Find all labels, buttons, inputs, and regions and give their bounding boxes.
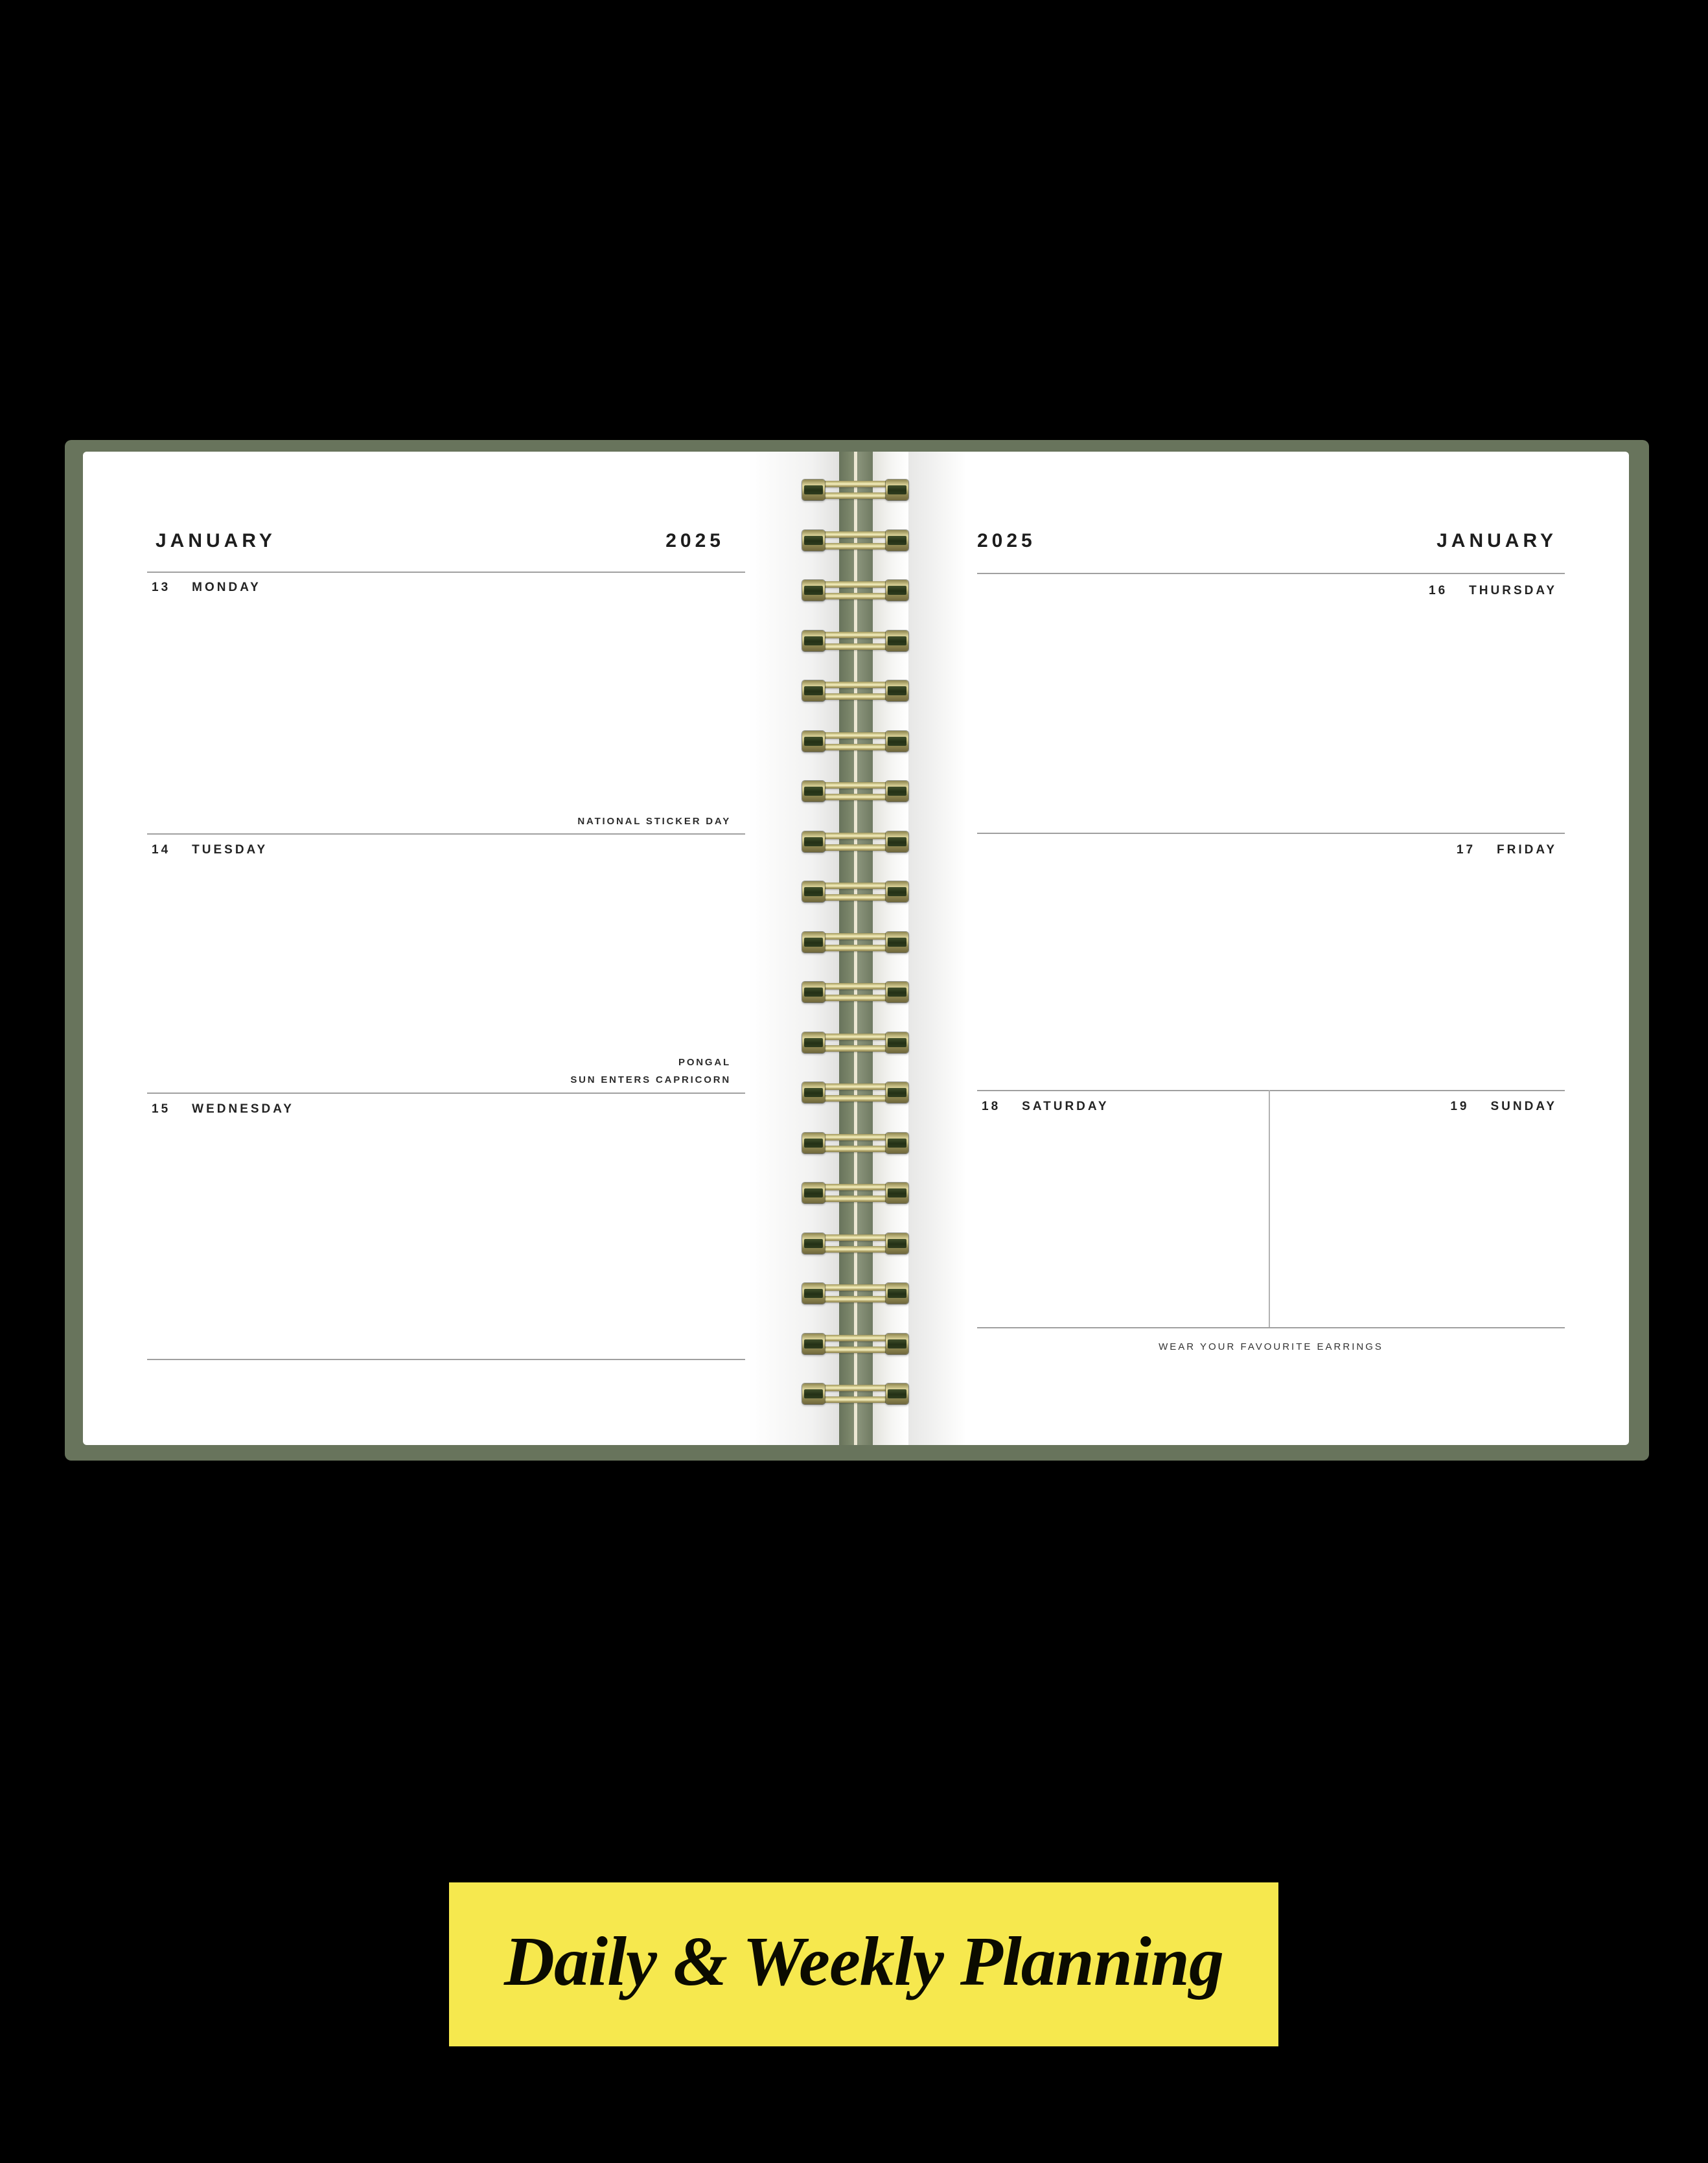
friday-rule [977, 833, 1565, 834]
coil-hole-right [886, 1133, 908, 1153]
right-page-year: 2025 [977, 530, 1036, 551]
spiral-coil [802, 831, 908, 852]
coil-hole-left [802, 1183, 825, 1203]
coil-hole-left [802, 480, 825, 500]
coil-hole-left [802, 932, 825, 953]
weekend-bottom-rule [977, 1327, 1565, 1328]
tuesday-note-line1: PONGAL [678, 1057, 731, 1068]
caption-banner-text: Daily & Weekly Planning [504, 1923, 1223, 2000]
right-page [908, 452, 1629, 1445]
day-date: 17 [1456, 843, 1476, 857]
coil-hole-left [802, 1283, 825, 1304]
coil-hole-right [886, 982, 908, 1002]
day-name: TUESDAY [192, 843, 268, 857]
coil-hole-right [886, 1233, 908, 1254]
coil-hole-right [886, 1383, 908, 1404]
tuesday-notes [570, 1054, 731, 1089]
day-name: SUNDAY [1490, 1100, 1557, 1113]
day-name: SATURDAY [1022, 1100, 1109, 1113]
coil-hole-right [886, 781, 908, 802]
spiral-coil [802, 1133, 908, 1153]
coil-hole-left [802, 982, 825, 1002]
coil-hole-right [886, 932, 908, 953]
spiral-coil [802, 1082, 908, 1103]
coil-hole-right [886, 1082, 908, 1103]
left-page-year: 2025 [665, 530, 724, 551]
coil-hole-left [802, 781, 825, 802]
spiral-coil [802, 982, 908, 1002]
coil-hole-left [802, 731, 825, 752]
day-row-monday [152, 578, 261, 597]
day-date: 15 [152, 1102, 171, 1116]
coil-hole-right [886, 530, 908, 551]
coil-hole-left [802, 1383, 825, 1404]
right-page-month: JANUARY [1437, 530, 1557, 551]
right-header-rule [977, 573, 1565, 574]
tuesday-rule [147, 833, 745, 835]
coil-hole-left [802, 680, 825, 701]
spiral-coil [802, 1233, 908, 1254]
spiral-coil [802, 881, 908, 902]
coil-hole-right [886, 831, 908, 852]
spiral-coil [802, 932, 908, 953]
coil-hole-right [886, 580, 908, 601]
spiral-coil [802, 480, 908, 500]
monday-note: NATIONAL STICKER DAY [577, 816, 731, 827]
day-row-friday [1457, 840, 1557, 860]
day-name: FRIDAY [1497, 843, 1557, 857]
spiral-coil [802, 781, 908, 802]
day-date: 19 [1450, 1100, 1470, 1113]
coil-hole-right [886, 881, 908, 902]
coil-hole-left [802, 580, 825, 601]
coil-hole-right [886, 1283, 908, 1304]
coil-hole-left [802, 831, 825, 852]
spiral-coil [802, 1032, 908, 1053]
right-page-footer-note: WEAR YOUR FAVOURITE EARRINGS [1159, 1341, 1383, 1352]
day-name: WEDNESDAY [192, 1102, 294, 1116]
coil-hole-right [886, 731, 908, 752]
spiral-binding [802, 480, 908, 1407]
coil-hole-left [802, 1082, 825, 1103]
spiral-coil [802, 630, 908, 651]
coil-hole-right [886, 630, 908, 651]
day-row-saturday [982, 1097, 1109, 1116]
spiral-coil [802, 1383, 908, 1404]
tuesday-note-line2: SUN ENTERS CAPRICORN [570, 1074, 731, 1085]
day-row-tuesday [152, 840, 268, 860]
day-row-sunday [1450, 1097, 1557, 1116]
day-row-wednesday [152, 1100, 294, 1119]
spiral-coil [802, 1183, 908, 1203]
day-date: 14 [152, 843, 171, 857]
weekend-top-rule [977, 1090, 1565, 1091]
coil-hole-left [802, 1032, 825, 1053]
coil-hole-right [886, 680, 908, 701]
left-bottom-rule [147, 1359, 745, 1360]
coil-hole-left [802, 1133, 825, 1153]
weekend-divider [1269, 1090, 1270, 1327]
coil-hole-right [886, 1032, 908, 1053]
spiral-coil [802, 1283, 908, 1304]
spiral-coil [802, 680, 908, 701]
coil-hole-left [802, 881, 825, 902]
day-row-thursday [1429, 581, 1557, 601]
coil-hole-left [802, 530, 825, 551]
spiral-coil [802, 530, 908, 551]
caption-banner [449, 1882, 1278, 2046]
spiral-coil [802, 580, 908, 601]
day-date: 13 [152, 581, 171, 594]
coil-hole-right [886, 1183, 908, 1203]
spiral-coil [802, 731, 908, 752]
coil-hole-left [802, 630, 825, 651]
coil-hole-left [802, 1334, 825, 1354]
coil-hole-right [886, 480, 908, 500]
day-name: THURSDAY [1469, 584, 1557, 597]
coil-hole-left [802, 1233, 825, 1254]
day-date: 16 [1429, 584, 1448, 597]
wednesday-rule [147, 1093, 745, 1094]
coil-hole-right [886, 1334, 908, 1354]
day-date: 18 [982, 1100, 1001, 1113]
spiral-coil [802, 1334, 908, 1354]
left-header-rule [147, 572, 745, 573]
left-page-month: JANUARY [156, 530, 276, 551]
left-page [83, 452, 839, 1445]
day-name: MONDAY [192, 581, 261, 594]
